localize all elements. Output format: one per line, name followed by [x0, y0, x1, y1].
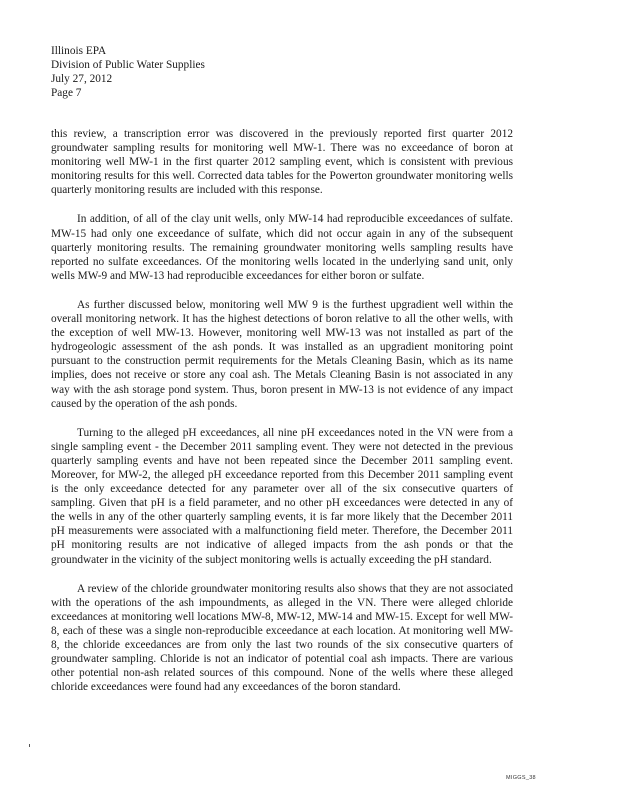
document-id-stamp: MIGGS_38 [506, 775, 536, 781]
letter-header [51, 44, 205, 100]
paragraph-4: Turning to the alleged pH exceedances, all nine pH exceedances noted in the VN were from a single sampling event - the December 2011 sampling event. They were not detected in the previous quarterly sampling events and have not been repeated since the December 2011 sampling event. Moreover, for MW-2, the alleged pH exceedance reported from this December 2011 sampling event is the only exceedance detected for any parameter over all of the six consecutive quarters of sampling. Given that pH is a field parameter, and no other pH exceedances were detected in any of the wells in any of the other quarterly sampling events, it is far more likely that the December 2011 pH measurements were associated with a malfunctioning field meter. Therefore, the December 2011 pH monitoring results are not indicative of alleged impacts from the ash ponds or that the groundwater in the vicinity of the subject monitoring wells is actually exceeding the pH standard. [51, 426, 513, 566]
header-date: July 27, 2012 [51, 73, 113, 85]
paragraph-1: this review, a transcription error was discovered in the previously reported first quarter 2012 groundwater sampling results for monitoring well MW-1. There was no exceedance of boron at monitoring well MW-1 in the first quarter 2012 sampling event, which is consistent with previous monitoring results for this well. Corrected data tables for the Powerton groundwater monitoring wells quarterly monitoring results are included with this response. [51, 128, 513, 197]
header-division: Division of Public Water Supplies [51, 59, 205, 71]
header-agency: Illinois EPA [51, 45, 107, 57]
header-page-number: Page 7 [51, 87, 82, 99]
paragraph-5: A review of the chloride groundwater monitoring results also shows that they are not associated with the operations of the ash impoundments, as alleged in the VN. There were alleged chloride exceedances at monitoring well locations MW-8, MW-12, MW-14 and MW-15. Except for well MW-8, each of these was a single non-reproducible exceedance at each location. At monitoring well MW-8, the chloride exceedances are from only the last two rounds of the six consecutive quarters of groundwater sampling. Chloride is not an indicator of potential coal ash impacts. There are various other potential non-ash related sources of this compound. None of the wells where these alleged chloride exceedances were found had any exceedances of the boron standard. [51, 582, 513, 694]
letter-body [51, 127, 513, 709]
margin-mark [29, 744, 30, 747]
paragraph-2: In addition, of all of the clay unit wells, only MW-14 had reproducible exceedances of sulfate. MW-15 had only one exceedance of sulfate, which did not occur again in any of the subsequent quarterly monitoring results. The remaining groundwater monitoring wells sampling results have reported no sulfate exceedances. Of the monitoring wells located in the underlying sand unit, only wells MW-9 and MW-13 had reproducible exceedances for either boron or sulfate. [51, 213, 513, 282]
paragraph-3: As further discussed below, monitoring well MW 9 is the furthest upgradient well within the overall monitoring network. It has the highest detections of boron relative to all the other wells, with the exception of well MW-13. However, monitoring well MW-13 was not installed as part of the hydrogeologic assessment of the ash ponds. It was installed as an upgradient monitoring point pursuant to the construction permit requirements for the Metals Cleaning Basin, which as its name implies, does not receive or store any coal ash. The Metals Cleaning Basin is not associated in any way with the ash storage pond system. Thus, boron present in MW-13 is not evidence of any impact caused by the operation of the ash ponds. [51, 298, 513, 410]
